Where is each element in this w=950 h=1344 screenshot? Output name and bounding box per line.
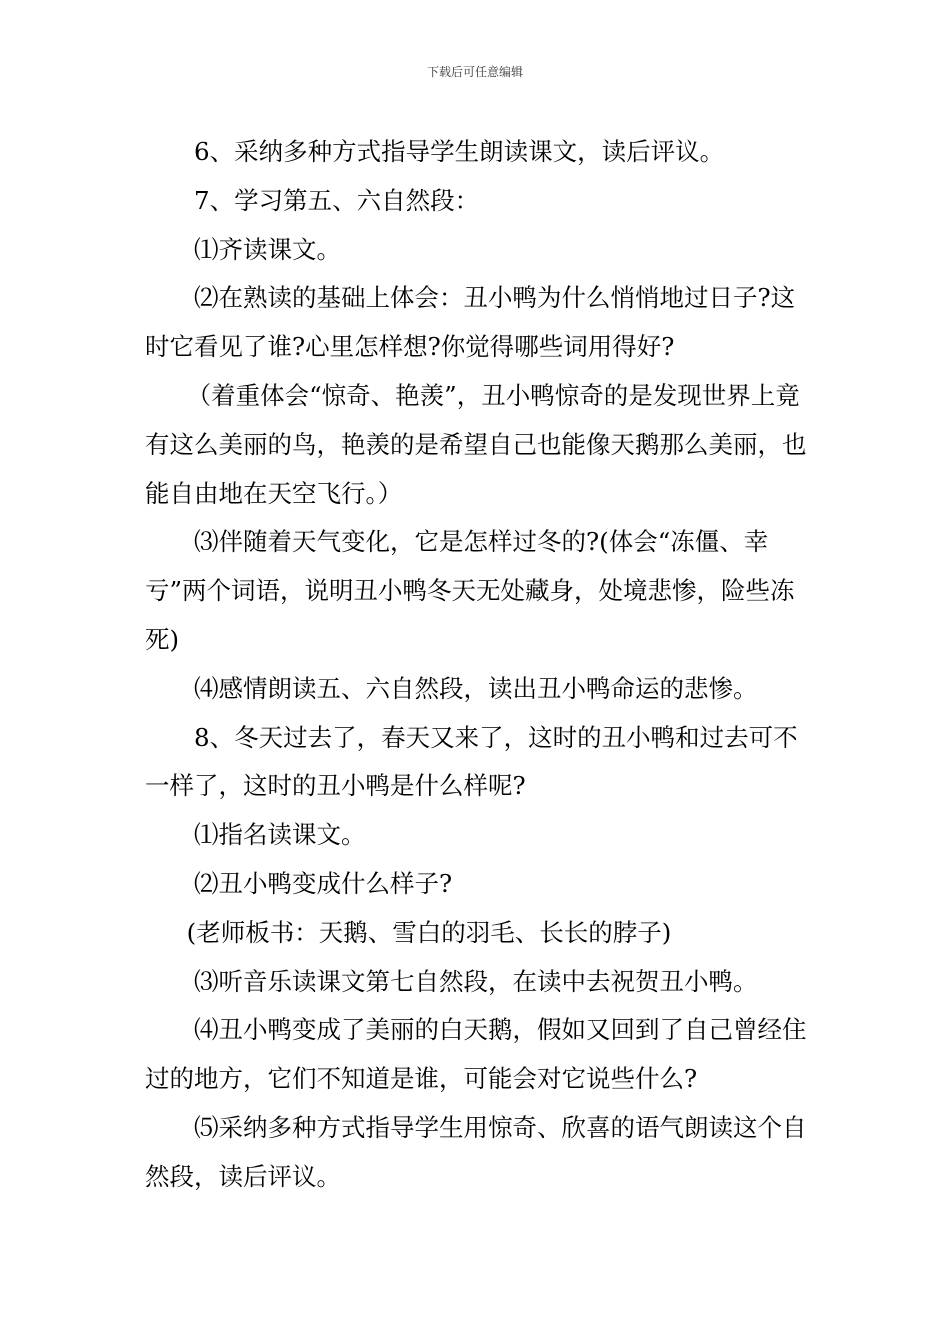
- paragraph-step-7: 7、学习第五、六自然段：: [194, 185, 480, 215]
- paragraph-8-4: ⑷丑小鸭变成了美丽的白天鹅，假如又回到了自己曾经住过的地方，它们不知道是谁，可能会对它说些什么?: [145, 1015, 807, 1094]
- paragraph-8-5: ⑸采纳多种方式指导学生用惊奇、欣喜的语气朗读这个自然段，读后评议。: [145, 1112, 807, 1191]
- paragraph-step-6: 6、采纳多种方式指导学生朗读课文，读后评议。: [194, 137, 725, 166]
- paragraph-7-1: ⑴齐读课文。: [194, 234, 341, 264]
- paragraph-8-3: ⑶听音乐读课文第七自然段，在读中去祝贺丑小鸭。: [194, 966, 758, 996]
- paragraph-8-1: ⑴指名读课文。: [194, 820, 366, 850]
- paragraph-7-3: ⑶伴随着天气变化，它是怎样过冬的?(体会“冻僵、幸亏”两个词语，说明丑小鸭冬天无处藏身，处境悲惨，险些冻死): [145, 527, 795, 654]
- paragraph-8-2-note: (老师板书：天鹅、雪白的羽毛、长长的脖子): [186, 917, 672, 947]
- paragraph-7-2: ⑵在熟读的基础上体会：丑小鸭为什么悄悄地过日子?这时它看见了谁?心里怎样想?你觉得哪些词用得好?: [145, 283, 796, 362]
- document-body: [145, 128, 813, 1202]
- paragraph-7-4: ⑷感情朗读五、六自然段，读出丑小鸭命运的悲惨。: [194, 673, 758, 703]
- page-header-note: 下载后可任意编辑: [426, 65, 523, 79]
- paragraph-8-2: ⑵丑小鸭变成什么样子?: [194, 868, 453, 898]
- paragraph-7-2-note: （着重体会“惊奇、艳羡”，丑小鸭惊奇的是发现世界上竟有这么美丽的鸟，艳羡的是希望自己也能像天鹅那么美丽，也能自由地在天空飞行。）: [145, 380, 807, 508]
- paragraph-step-8: 8、冬天过去了，春天又来了，这时的丑小鸭和过去可不一样了，这时的丑小鸭是什么样呢?: [145, 722, 798, 801]
